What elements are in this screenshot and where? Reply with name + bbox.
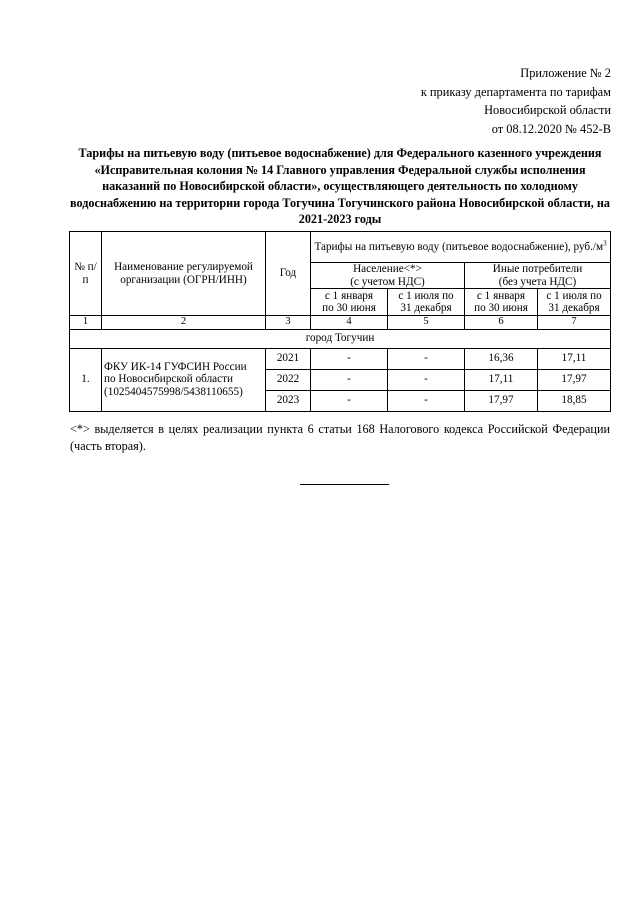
- period-line: по 30 июня: [322, 302, 376, 315]
- header-number: № п/п: [70, 232, 102, 316]
- tariff-cell: -: [388, 348, 465, 369]
- column-index: 4: [311, 316, 388, 330]
- header-population-line2: (с учетом НДС): [350, 275, 425, 288]
- header-period-2: [388, 289, 465, 316]
- appendix-line: к приказу департамента по тарифам: [420, 84, 611, 99]
- header-other-consumers: [465, 263, 611, 289]
- tariff-cell: -: [311, 369, 388, 390]
- tariff-table: [69, 231, 611, 412]
- tariff-cell: -: [388, 390, 465, 411]
- header-population-line1: Население<*>: [353, 263, 422, 275]
- column-index: 7: [538, 316, 611, 330]
- table-row: [70, 348, 611, 369]
- column-index: 1: [70, 316, 102, 330]
- organization-line: по Новосибирской области: [104, 373, 233, 386]
- tariff-cell: 17,11: [465, 369, 538, 390]
- header-period-1: [465, 289, 538, 316]
- tariff-cell: -: [311, 390, 388, 411]
- column-index: 3: [266, 316, 311, 330]
- appendix-line: Приложение № 2: [520, 66, 611, 80]
- period-line: с 1 июля по: [546, 289, 602, 302]
- column-index: 2: [102, 316, 266, 330]
- column-index: 6: [465, 316, 538, 330]
- column-index: 5: [388, 316, 465, 330]
- tariff-cell: 17,97: [538, 369, 611, 390]
- header-tariffs: [311, 232, 611, 263]
- period-line: 31 декабря: [400, 302, 452, 315]
- period-line: с 1 июля по: [398, 289, 454, 302]
- row-number: 1.: [70, 348, 102, 411]
- tariff-cell: 17,11: [538, 348, 611, 369]
- document-title: Тарифы на питьевую воду (питьевое водоснабжение) для Федерального казенного учреждения «Исправительная колония № 14 Главного управления Федеральной службы исполнения наказаний по Новосибирской области», осуществляющего деятельность по холодному водоснабжению на территории города Тогучина Тогучинского района Новосибирской области, на 2021-2023 годы: [70, 146, 610, 227]
- footnote: <*> выделяется в целях реализации пункта 6 статьи 168 Налогового кодекса Российской Федерации (часть вторая).: [70, 422, 610, 453]
- header-period-2: [538, 289, 611, 316]
- period-line: с 1 января: [476, 289, 526, 302]
- header-other-line1: Иные потребители: [492, 263, 583, 275]
- header-year: Год: [266, 232, 311, 316]
- header-organization: Наименование регулируемой организации (ОГРН/ИНН): [102, 232, 266, 316]
- header-population: [311, 263, 465, 289]
- divider-line: [300, 484, 389, 485]
- tariff-cell: -: [311, 348, 388, 369]
- organization-name: [102, 348, 266, 411]
- header-row: [70, 232, 611, 263]
- organization-line: (1025404575998/5438110655): [104, 386, 243, 399]
- year-cell: 2021: [266, 348, 311, 369]
- header-tariffs-sup: 3: [603, 238, 607, 247]
- tariff-cell: 18,85: [538, 390, 611, 411]
- header-other-line2: (без учета НДС): [498, 275, 577, 288]
- year-cell: 2023: [266, 390, 311, 411]
- tariff-cell: 17,97: [465, 390, 538, 411]
- appendix-line: Новосибирской области: [484, 103, 611, 118]
- organization-line: ФКУ ИК-14 ГУФСИН России: [104, 360, 247, 373]
- period-line: по 30 июня: [474, 302, 528, 315]
- period-line: 31 декабря: [548, 302, 600, 315]
- header-tariffs-text: Тарифы на питьевую воду (питьевое водоснабжение), руб./м: [314, 240, 604, 253]
- tariff-cell: 16,36: [465, 348, 538, 369]
- appendix-block: [311, 64, 611, 139]
- appendix-line: от 08.12.2020 № 452-В: [491, 122, 611, 137]
- city-row: [70, 329, 611, 348]
- period-line: с 1 января: [324, 289, 374, 302]
- header-period-1: [311, 289, 388, 316]
- city-name: город Тогучин: [70, 329, 611, 348]
- column-index-row: [70, 316, 611, 330]
- tariff-cell: -: [388, 369, 465, 390]
- year-cell: 2022: [266, 369, 311, 390]
